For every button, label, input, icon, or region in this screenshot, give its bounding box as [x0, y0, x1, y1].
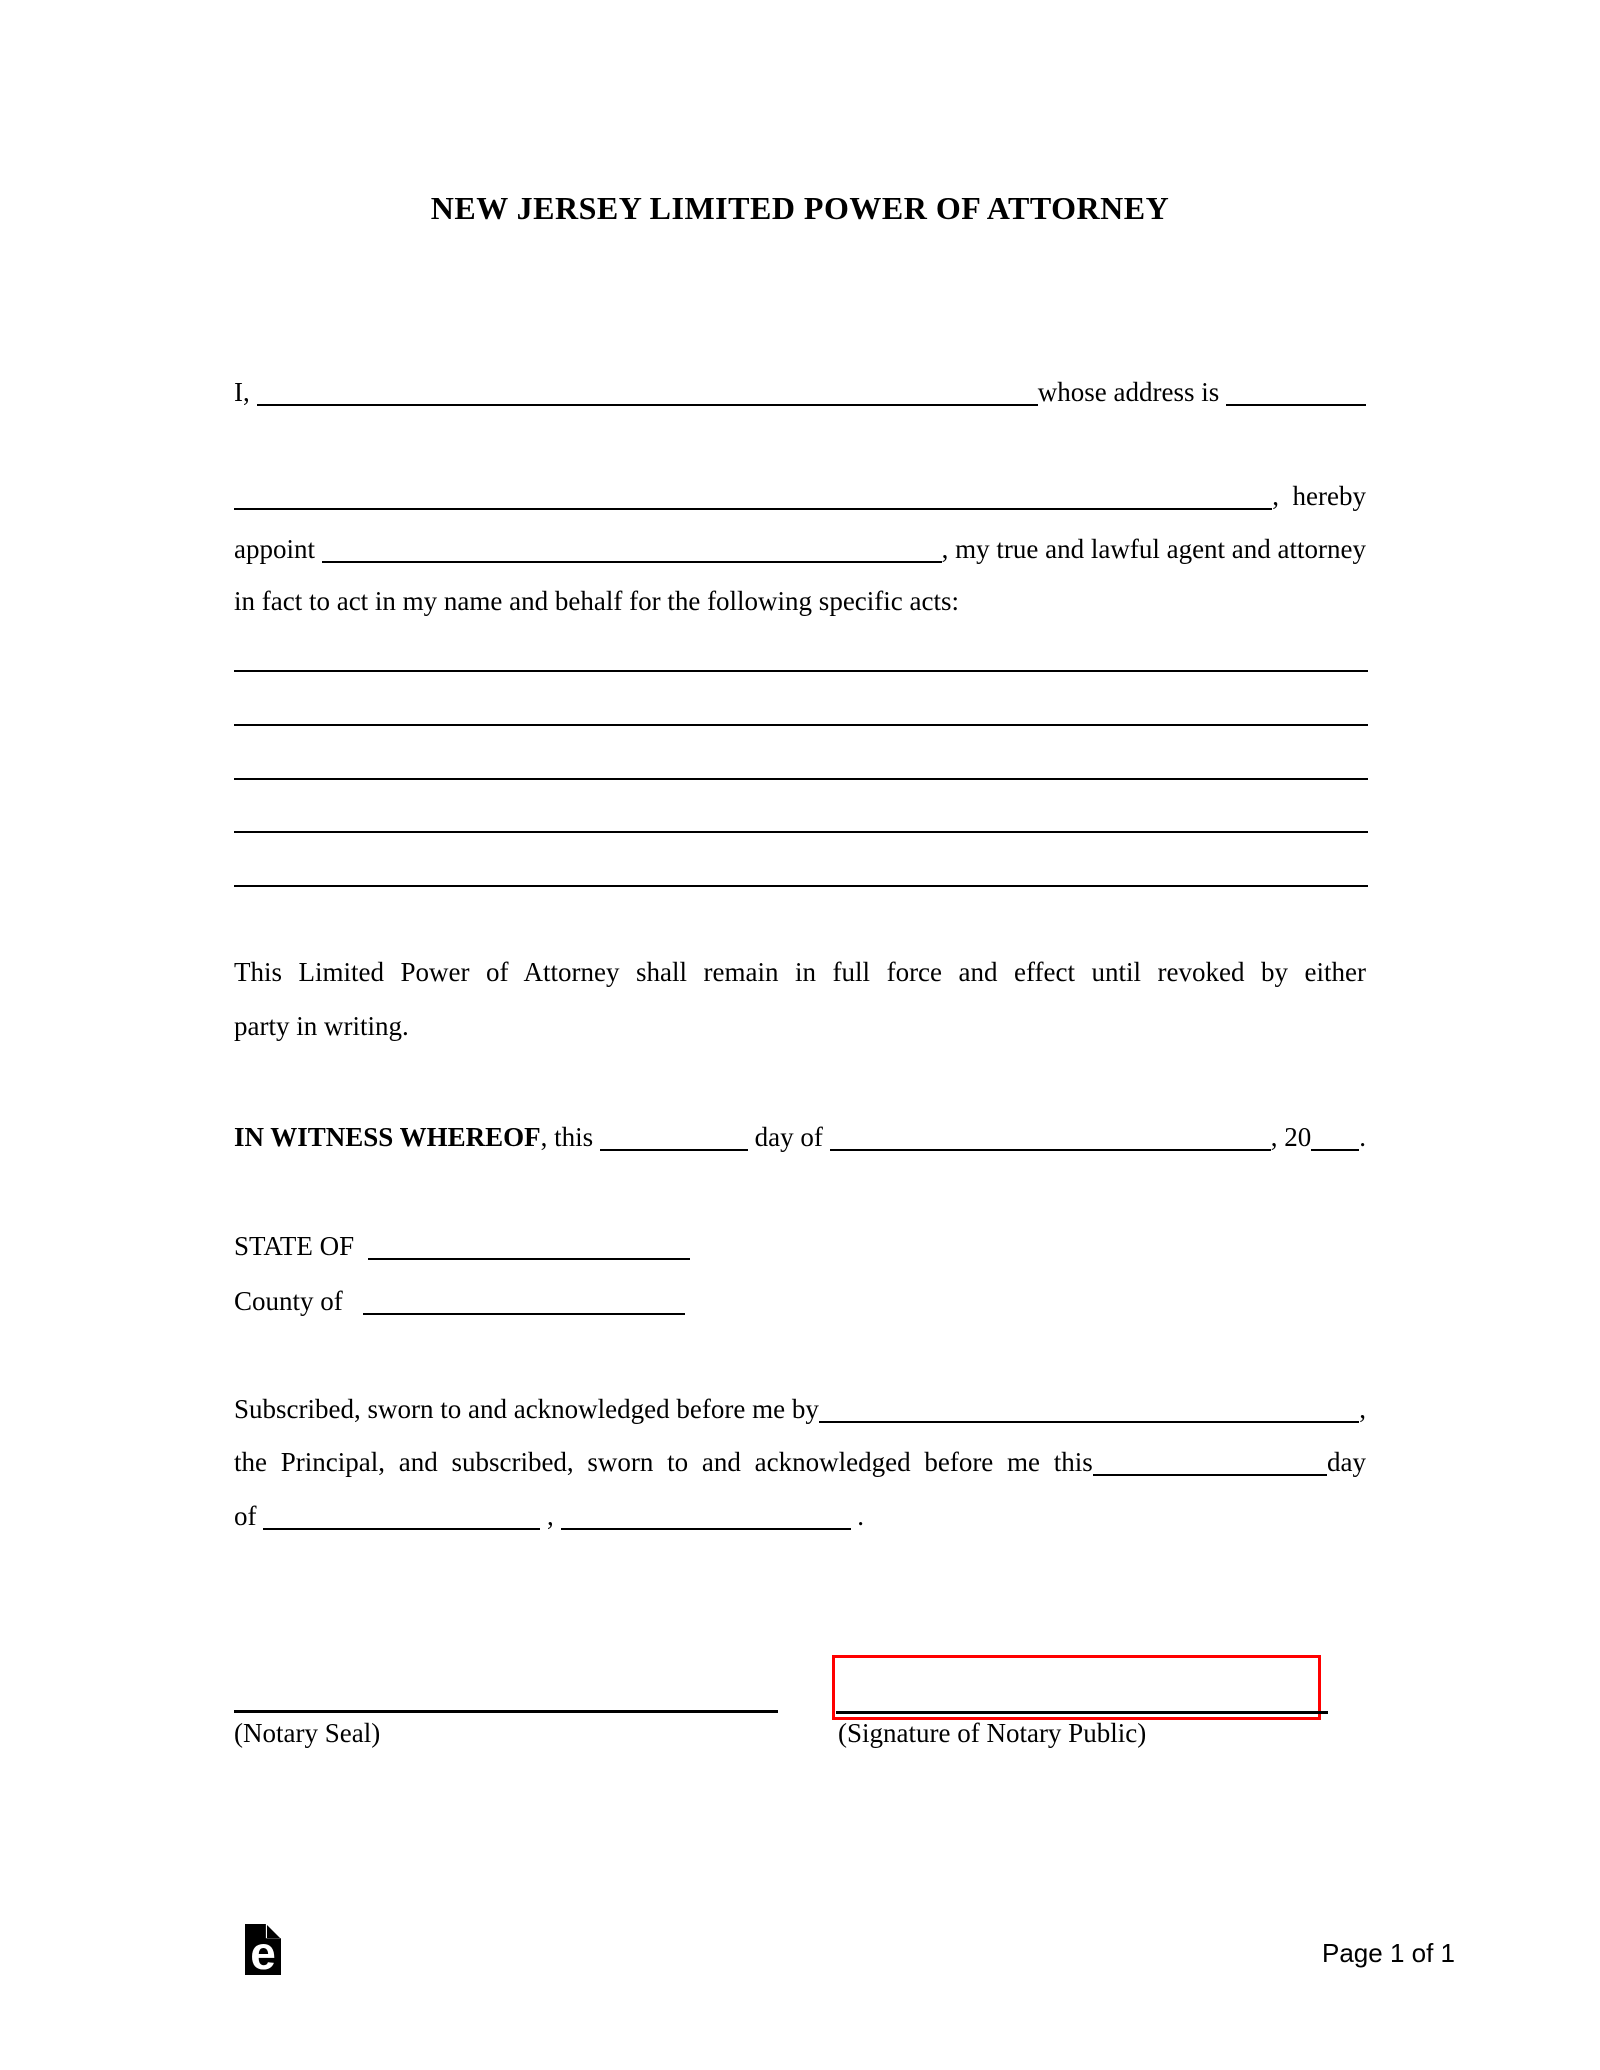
acknowledgment-day-word: day — [1327, 1447, 1366, 1477]
specific-acts-line-4 — [234, 831, 1368, 833]
address-field — [1226, 403, 1366, 406]
notary-seal-label: (Notary Seal) — [234, 1718, 381, 1748]
acknowledgment-comma-3: , — [547, 1501, 554, 1531]
notary-seal-line — [234, 1710, 778, 1713]
acknowledgment-text-1: Subscribed, sworn to and acknowledged before me by — [234, 1394, 819, 1424]
acknowledgment-period: . — [857, 1501, 864, 1531]
witness-bold-label: IN WITNESS WHEREOF — [234, 1122, 541, 1152]
notary-signature-label: (Signature of Notary Public) — [838, 1718, 1147, 1748]
specific-acts-line-3 — [234, 778, 1368, 780]
county-field — [363, 1312, 685, 1315]
year-field — [1311, 1148, 1359, 1151]
eforms-logo — [245, 1924, 281, 1979]
acknowledgment-line-1 — [234, 1392, 1366, 1426]
ack-day-field — [1093, 1473, 1327, 1476]
county-label: County of — [234, 1286, 357, 1316]
notary-signature-line — [836, 1711, 1328, 1714]
whose-address-label: whose address is — [1037, 377, 1226, 407]
eforms-logo-letter: e — [250, 1927, 276, 1979]
acknowledgment-line-2 — [234, 1445, 1366, 1479]
specific-acts-line-2 — [234, 724, 1368, 726]
agent-name-field — [322, 560, 942, 563]
ack-year-field — [561, 1527, 851, 1530]
acknowledgment-line-3 — [234, 1499, 1366, 1533]
page-indicator: Page 1 of 1 — [1322, 1938, 1455, 1968]
acknowledged-by-field — [819, 1420, 1359, 1423]
day-field — [600, 1148, 748, 1151]
month-field — [830, 1148, 1271, 1151]
hereby-label: , hereby — [1272, 481, 1366, 511]
duration-line-1: This Limited Power of Attorney shall remain in full force and effect until revoked by either — [234, 957, 1366, 987]
intro-line — [234, 375, 1366, 409]
address-continued-field — [234, 507, 1272, 510]
state-line — [234, 1229, 1366, 1263]
acts-intro-line: in fact to act in my name and behalf for the following specific acts: — [234, 586, 959, 616]
specific-acts-line-1 — [234, 670, 1368, 672]
ack-month-field — [263, 1527, 540, 1530]
principal-name-field — [257, 403, 1038, 406]
address-continued-line — [234, 479, 1366, 513]
county-line — [234, 1284, 1366, 1318]
witness-year-prefix: , 20 — [1270, 1122, 1312, 1152]
appoint-line — [234, 532, 1366, 566]
witness-period: . — [1359, 1122, 1366, 1152]
witness-line — [234, 1120, 1366, 1154]
witness-this-label: , this — [540, 1122, 600, 1152]
acknowledgment-text-2: the Principal, and subscribed, sworn to and acknowledged before me this — [234, 1447, 1093, 1477]
witness-day-of-label: day of — [747, 1122, 830, 1152]
state-field — [368, 1257, 690, 1260]
intro-prefix: I, — [234, 377, 257, 407]
duration-line-2: party in writing. — [234, 1011, 409, 1041]
acknowledgment-of-label: of — [234, 1501, 257, 1531]
specific-acts-line-5 — [234, 885, 1368, 887]
document-title: NEW JERSEY LIMITED POWER OF ATTORNEY — [430, 190, 1170, 226]
agent-suffix-label: , my true and lawful agent and attorney — [941, 534, 1366, 564]
appoint-label: appoint — [234, 534, 322, 564]
state-label: STATE OF — [234, 1231, 361, 1261]
acknowledgment-comma-1: , — [1359, 1394, 1366, 1424]
